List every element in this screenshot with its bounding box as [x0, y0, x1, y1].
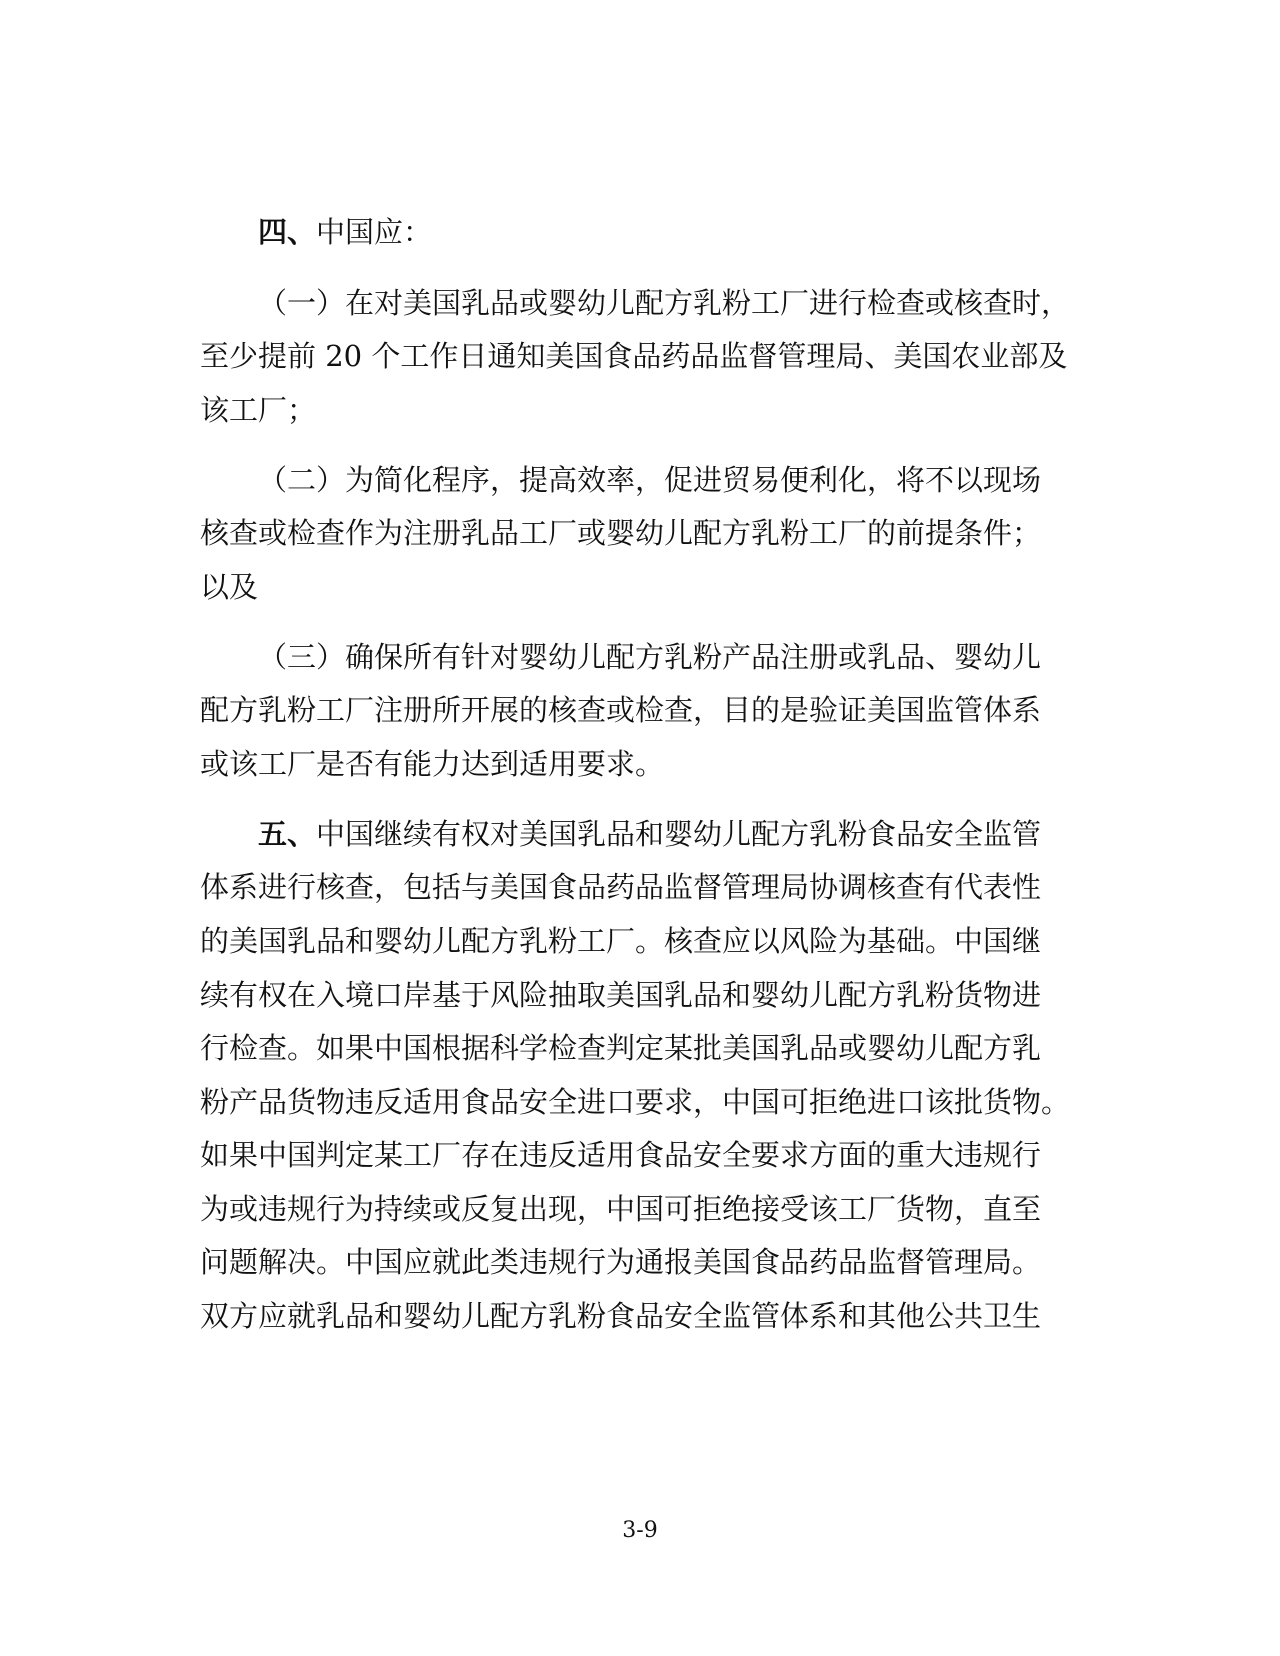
item-2-line-3: 以及: [200, 570, 259, 604]
section-4-number: 四、: [258, 215, 317, 249]
section-5-line-9: 问题解决。中国应就此类违规行为通报美国食品药品监督管理局。: [200, 1245, 1042, 1279]
section-5-line-10: 双方应就乳品和婴幼儿配方乳粉食品安全监管体系和其他公共卫生: [200, 1299, 1042, 1333]
section-5-line-5: 行检查。如果中国根据科学检查判定某批美国乳品或婴幼儿配方乳: [200, 1031, 1042, 1065]
item-1-line-3: 该工厂；: [200, 393, 317, 427]
section-5-line-4: 续有权在入境口岸基于风险抽取美国乳品和婴幼儿配方乳粉货物进: [200, 978, 1042, 1012]
item-1-line-1: （一）在对美国乳品或婴幼儿配方乳粉工厂进行检查或核查时，: [258, 286, 1071, 320]
section-5-line-7: 如果中国判定某工厂存在违反适用食品安全要求方面的重大违规行: [200, 1138, 1042, 1172]
section-5-line-2: 体系进行核查，包括与美国食品药品监督管理局协调核查有代表性: [200, 870, 1042, 904]
item-1-line-2: 至少提前 20 个工作日通知美国食品药品监督管理局、美国农业部及: [200, 339, 1068, 373]
item-3-line-1: （三）确保所有针对婴幼儿配方乳粉产品注册或乳品、婴幼儿: [258, 640, 1042, 674]
item-2-line-2: 核查或检查作为注册乳品工厂或婴幼儿配方乳粉工厂的前提条件；: [200, 516, 1042, 550]
section-5-line-6: 粉产品货物违反适用食品安全进口要求，中国可拒绝进口该批货物。: [200, 1085, 1071, 1119]
section-5-line-1: [258, 814, 1041, 854]
section-5-line-3: 的美国乳品和婴幼儿配方乳粉工厂。核查应以风险为基础。中国继: [200, 924, 1042, 958]
section-5-line-8: 为或违规行为持续或反复出现，中国可拒绝接受该工厂货物，直至: [200, 1192, 1042, 1226]
item-2-line-1: （二）为简化程序，提高效率，促进贸易便利化，将不以现场: [258, 463, 1042, 497]
section-4-heading-text: 中国应：: [316, 215, 433, 249]
section-5-number: 五、: [258, 817, 317, 851]
item-3-line-2: 配方乳粉工厂注册所开展的核查或检查，目的是验证美国监管体系: [200, 693, 1042, 727]
section-5-line-1-text: 中国继续有权对美国乳品和婴幼儿配方乳粉食品安全监管: [316, 817, 1042, 851]
section-4-heading: [258, 212, 432, 252]
page-number: 3-9: [622, 1518, 658, 1543]
item-3-line-3: 或该工厂是否有能力达到适用要求。: [200, 747, 665, 781]
